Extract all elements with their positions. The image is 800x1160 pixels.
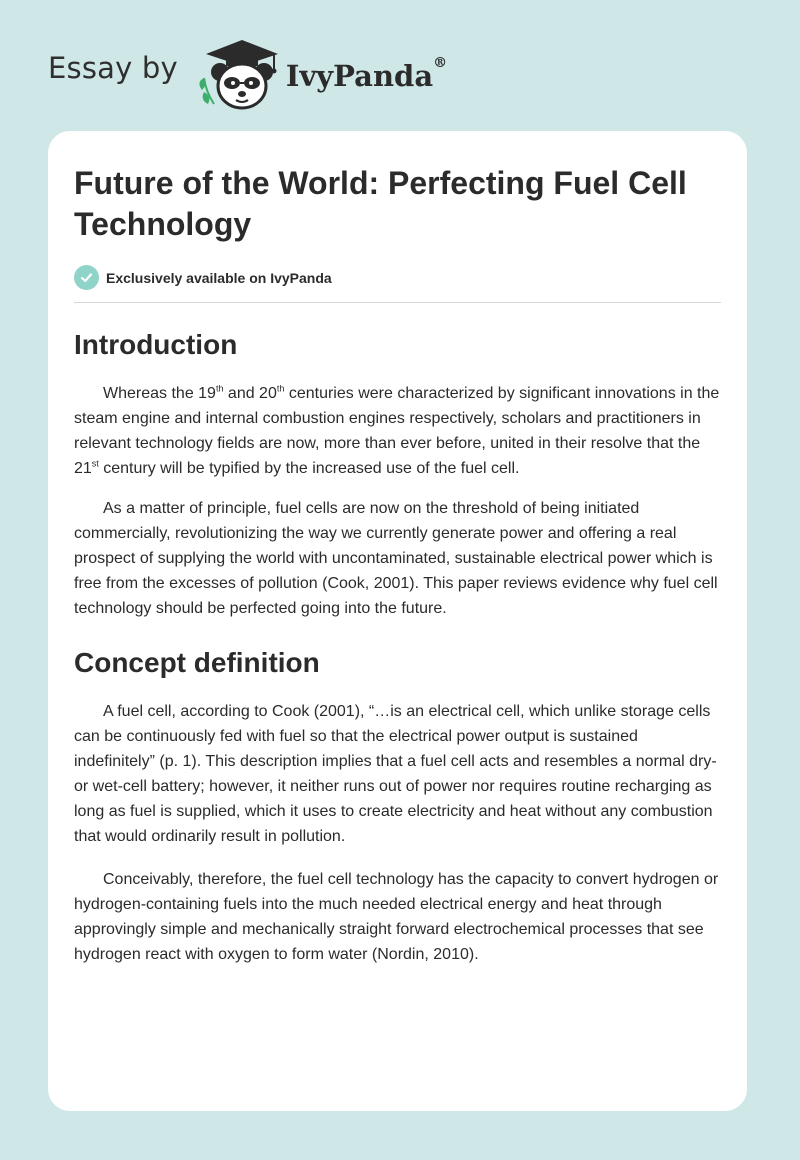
paragraph: Whereas the 19th and 20th centuries were characterized by significant innovations in the steam engine and internal combustion engines respectively, scholars and practitioners in relevant technology fields are now, more than ever before, united in their resolve that the 21st century will be typified by the increased use of the fuel cell.	[74, 383, 720, 477]
essay-title: Future of the World: Perfecting Fuel Cell Technology	[74, 165, 687, 242]
exclusive-badge	[74, 265, 721, 303]
check-circle-icon	[74, 265, 99, 290]
essay-by-label: Essay by	[48, 51, 178, 85]
paragraph: A fuel cell, according to Cook (2001), “…is an electrical cell, which unlike storage cells can be continuously fed with fuel so that the electrical power output is sustained indefinitely” (p. 1). This description implies that a fuel cell acts and resembles a normal dry- or wet-cell battery; however, it neither runs out of power nor requires routine recharging as long as fuel is supplied, which it uses to create electricity and heat without any combustion that would ordinarily result in pollution.	[74, 703, 717, 845]
registered-mark: ®	[433, 55, 448, 71]
section-heading-introduction: Introduction	[74, 329, 238, 360]
essay-card	[48, 131, 747, 1111]
ivypanda-logo-icon[interactable]	[192, 34, 284, 114]
section-heading-concept-definition: Concept definition	[74, 647, 320, 678]
paragraph: Conceivably, therefore, the fuel cell technology has the capacity to convert hydrogen or hydrogen-containing fuels into the much needed electrical energy and heat through approvingly simple and mechanically straight forward electrochemical processes that see hydrogen react with oxygen to form water (Nordin, 2010).	[74, 871, 719, 963]
brand-name[interactable]: IvyPanda®	[285, 55, 448, 93]
exclusive-badge-label: Exclusively available on IvyPanda	[106, 269, 332, 286]
paragraph: As a matter of principle, fuel cells are now on the threshold of being initiated commercially, revolutionizing the way we currently generate power and offering a real prospect of supplying the world with uncontaminated, sustainable electrical power which is free from the excesses of pollution (Cook, 2001). This paper reviews evidence why fuel cell technology should be perfected going into the future.	[74, 500, 718, 617]
site-header	[48, 34, 447, 114]
